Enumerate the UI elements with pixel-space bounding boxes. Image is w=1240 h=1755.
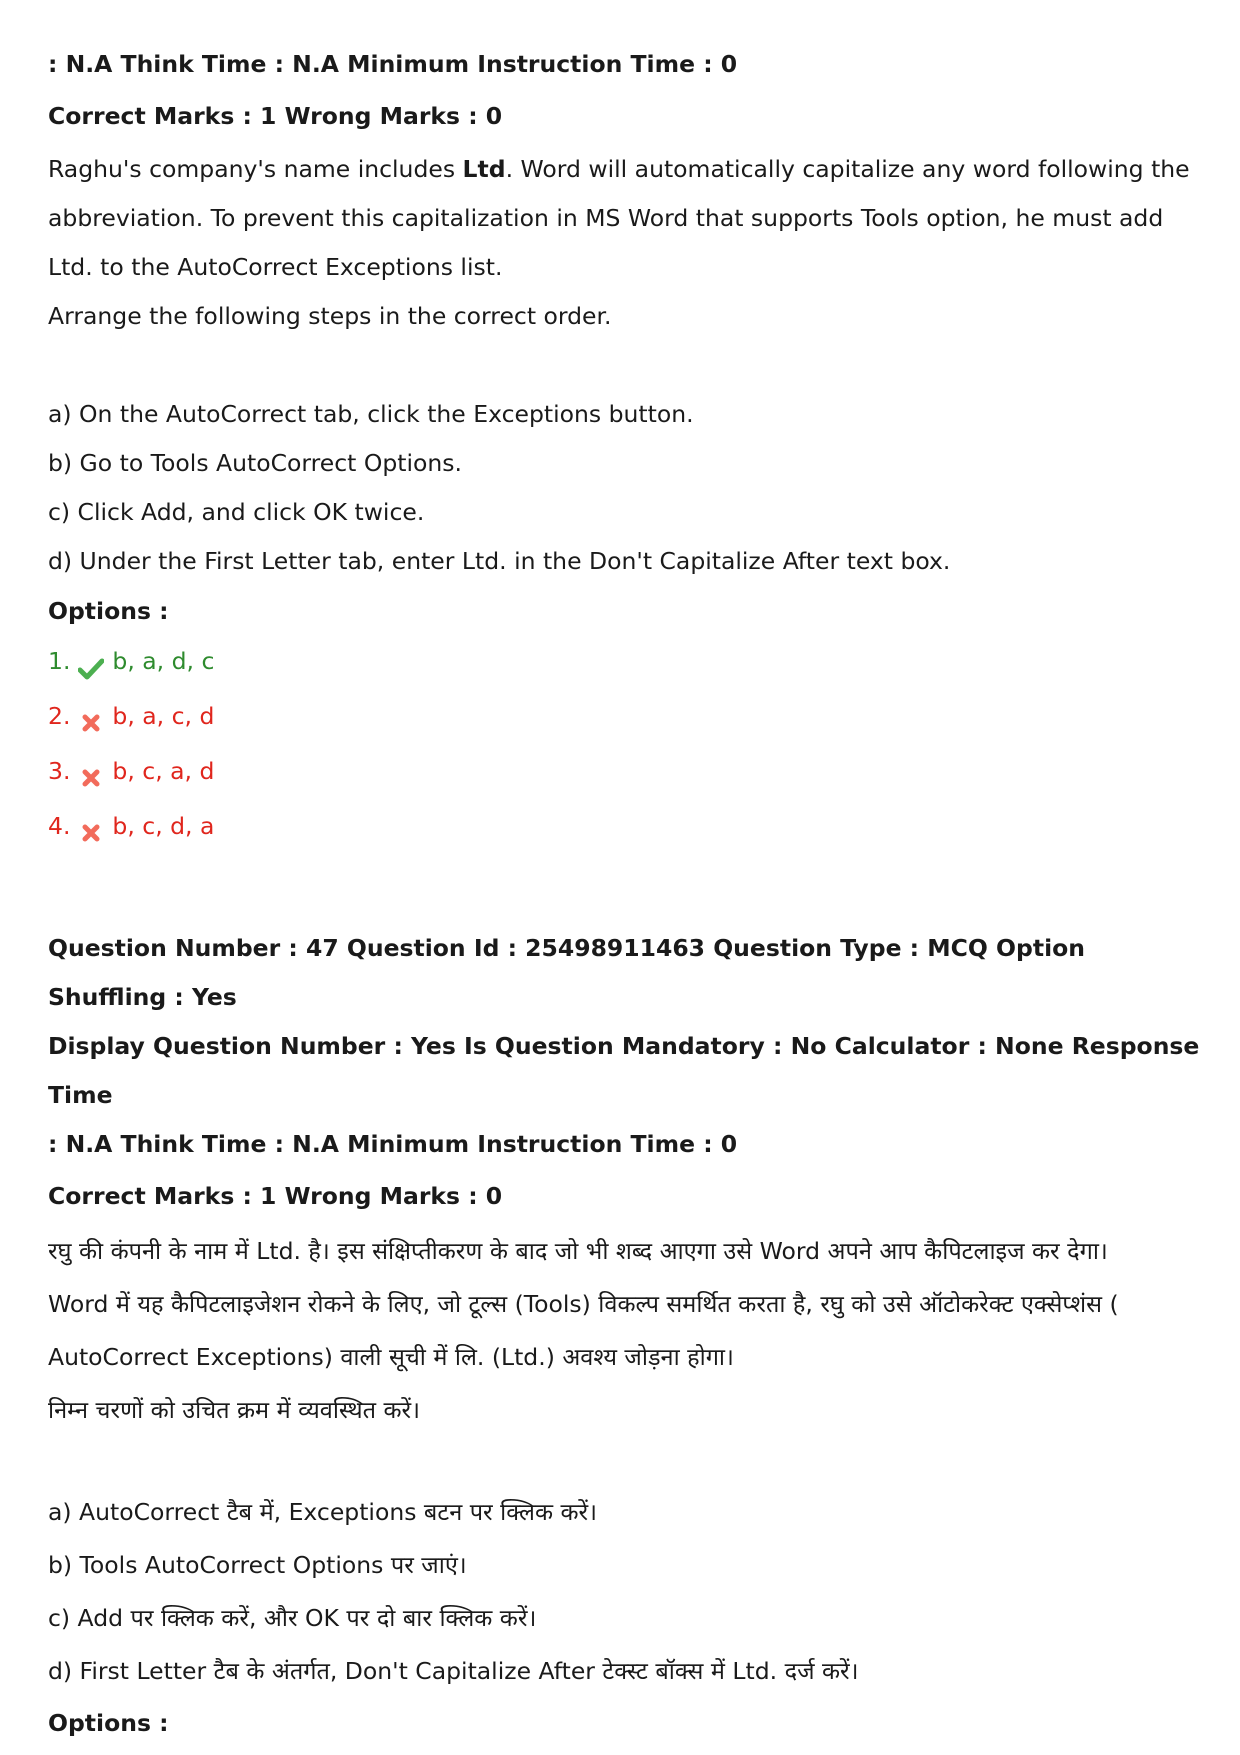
question-text-part: . Word will automatically capitalize any word following the [505, 155, 1190, 183]
question-instruction: निम्न चरणों को उचित क्रम में व्यवस्थित करें। [48, 1396, 421, 1424]
option-number: 4. [48, 812, 71, 840]
options-label: Options : [48, 597, 169, 625]
cross-icon [78, 700, 104, 722]
option-4 [48, 799, 1208, 854]
question-text-line: Word में यह कैपिटलाइजेशन रोकने के लिए, जो टूल्स (Tools) विकल्प समर्थित करता है, रघु को उसे ऑटोकरेक्ट एक्सेप्शंस ( [48, 1290, 1119, 1318]
question-page [48, 40, 1208, 1746]
step-a: a) On the AutoCorrect tab, click the Exceptions button. [48, 400, 694, 428]
step-b: b) Go to Tools AutoCorrect Options. [48, 449, 462, 477]
cross-icon [78, 810, 104, 832]
option-number: 2. [48, 702, 71, 730]
options-label: Options : [48, 1709, 169, 1737]
step-d: d) First Letter टैब के अंतर्गत, Don't Capitalize After टेक्स्ट बॉक्स में Ltd. दर्ज करें। [48, 1657, 859, 1685]
question-meta: Display Question Number : Yes Is Question Mandatory : No Calculator : None Response Time [48, 1032, 1200, 1109]
option-text: b, a, c, d [112, 702, 215, 730]
option-number: 3. [48, 757, 71, 785]
question-text-line [48, 145, 1208, 194]
question-text-part: Raghu's company's name includes [48, 155, 463, 183]
step-a: a) AutoCorrect टैब में, Exceptions बटन पर क्लिक करें। [48, 1498, 598, 1526]
option-number: 1. [48, 647, 71, 675]
question-meta: : N.A Think Time : N.A Minimum Instruction Time : 0 [48, 1130, 738, 1158]
question-text-bold: Ltd [462, 155, 506, 183]
option-text: b, a, d, c [112, 647, 215, 675]
question-47 [48, 924, 1208, 1738]
marks-line: Correct Marks : 1 Wrong Marks : 0 [48, 1182, 503, 1210]
question-text-line: Ltd. to the AutoCorrect Exceptions list. [48, 253, 503, 281]
option-3 [48, 744, 1208, 799]
question-46 [48, 40, 1208, 854]
step-b: b) Tools AutoCorrect Options पर जाएं। [48, 1551, 467, 1579]
option-text: b, c, a, d [112, 757, 215, 785]
question-meta: Question Number : 47 Question Id : 25498911463 Question Type : MCQ Option Shuffling : Yes [48, 934, 1086, 1011]
step-c: c) Click Add, and click OK twice. [48, 498, 425, 526]
option-2 [48, 689, 1208, 744]
check-icon [78, 645, 104, 667]
option-1 [48, 634, 1208, 689]
option-text: b, c, d, a [112, 812, 215, 840]
question-instruction: Arrange the following steps in the correct order. [48, 302, 612, 330]
question-text-line: AutoCorrect Exceptions) वाली सूची में लि. (Ltd.) अवश्य जोड़ना होगा। [48, 1343, 734, 1371]
step-d: d) Under the First Letter tab, enter Ltd. in the Don't Capitalize After text box. [48, 547, 951, 575]
question-text-line: रघु की कंपनी के नाम में Ltd. है। इस संक्षिप्तीकरण के बाद जो भी शब्द आएगा उसे Word अपने आप कैपिटलाइज कर देगा। [48, 1237, 1108, 1265]
step-c: c) Add पर क्लिक करें, और OK पर दो बार क्लिक करें। [48, 1604, 537, 1632]
marks-line: Correct Marks : 1 Wrong Marks : 0 [48, 102, 503, 130]
cross-icon [78, 755, 104, 777]
question-meta: : N.A Think Time : N.A Minimum Instruction Time : 0 [48, 50, 738, 78]
question-text-line: abbreviation. To prevent this capitalization in MS Word that supports Tools option, he must add [48, 204, 1164, 232]
